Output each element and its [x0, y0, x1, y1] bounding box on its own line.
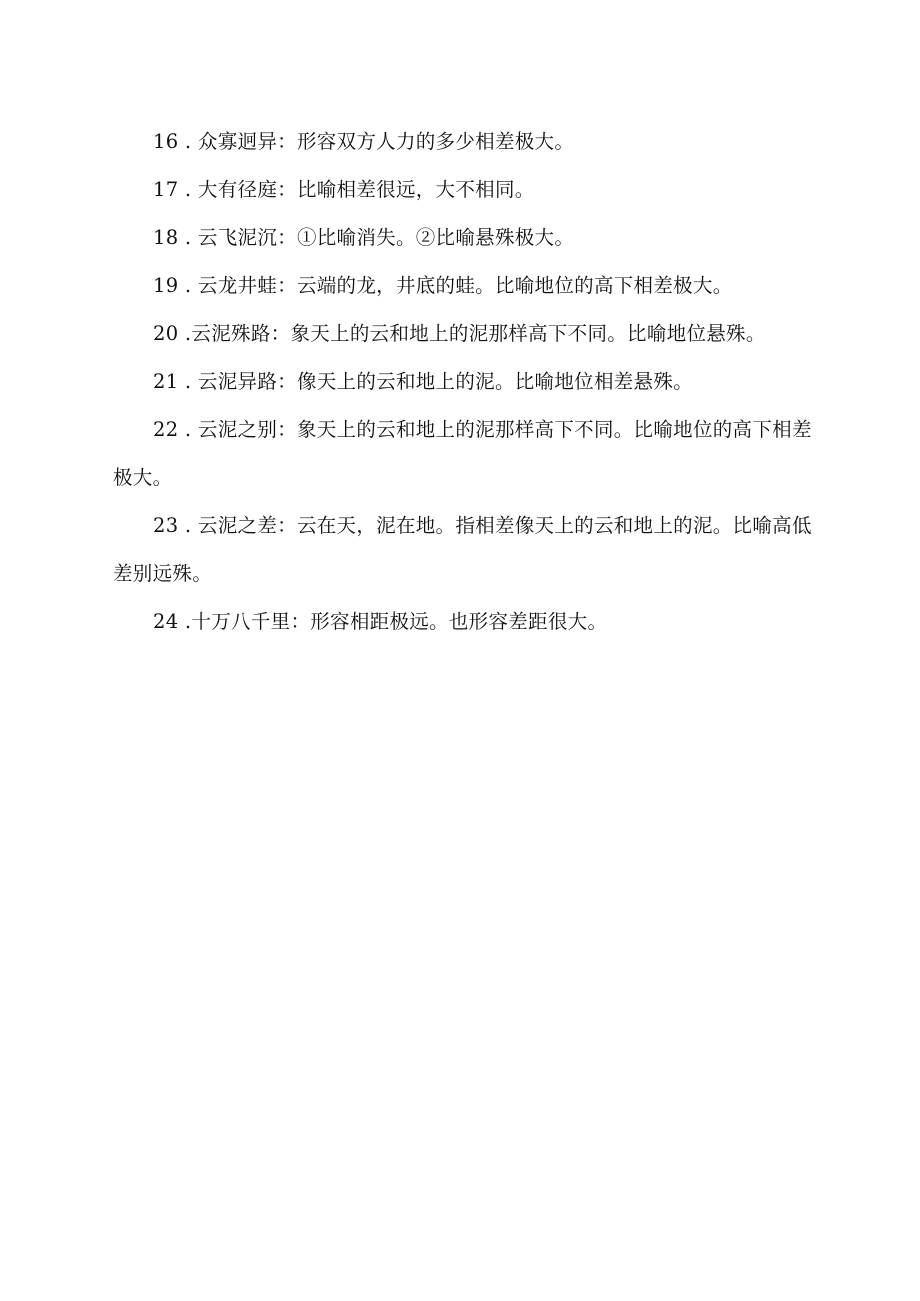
entry-colon: ：	[277, 226, 297, 249]
entry-separator: .	[178, 514, 198, 537]
entry-number: 20	[153, 322, 179, 345]
idiom-term: 大有径庭	[197, 178, 278, 201]
entry-colon: ：	[277, 370, 297, 393]
entry-number: 19	[153, 274, 179, 297]
entry-separator: .	[178, 370, 198, 393]
idiom-definition: 比喻相差很远，大不相同。	[296, 178, 535, 201]
idiom-definition: 形容双方人力的多少相差极大。	[296, 130, 575, 153]
idiom-list	[113, 118, 820, 646]
idiom-entry-20	[113, 310, 820, 358]
entry-separator: .	[178, 418, 198, 441]
idiom-definition: 象天上的云和地上的泥那样高下不同。比喻地位的高下相差极大。	[113, 418, 812, 489]
idiom-definition: ①比喻消失。②比喻悬殊极大。	[296, 226, 575, 249]
entry-number: 22	[153, 418, 179, 441]
idiom-term: 云飞泥沉	[197, 226, 278, 249]
idiom-entry-23	[113, 502, 820, 598]
entry-separator: .	[178, 130, 198, 153]
idiom-entry-21	[113, 358, 820, 406]
idiom-entry-24	[113, 598, 820, 646]
entry-colon: ：	[277, 274, 297, 297]
idiom-term: 云泥异路	[197, 370, 278, 393]
idiom-term: 众寡迥异	[197, 130, 278, 153]
idiom-definition: 云端的龙，井底的蛙。比喻地位的高下相差极大。	[296, 274, 733, 297]
idiom-term: 云龙井蛙	[197, 274, 278, 297]
idiom-term: 云泥之别	[197, 418, 278, 441]
entry-number: 17	[153, 178, 179, 201]
idiom-term: 云泥之差	[197, 514, 278, 537]
entry-separator: .	[178, 610, 192, 633]
idiom-entry-17	[113, 166, 820, 214]
entry-colon: ：	[277, 514, 297, 537]
idiom-term: 十万八千里	[191, 610, 291, 633]
idiom-entry-18	[113, 214, 820, 262]
entry-number: 23	[153, 514, 179, 537]
entry-separator: .	[178, 178, 198, 201]
idiom-entry-19	[113, 262, 820, 310]
entry-separator: .	[178, 322, 192, 345]
entry-colon: ：	[277, 130, 297, 153]
idiom-definition: 形容相距极远。也形容差距很大。	[310, 610, 608, 633]
entry-separator: .	[178, 226, 198, 249]
entry-colon: ：	[270, 322, 291, 345]
entry-number: 16	[153, 130, 179, 153]
idiom-entry-22	[113, 406, 820, 502]
entry-separator: .	[178, 274, 198, 297]
entry-number: 24	[153, 610, 179, 633]
entry-colon: ：	[277, 178, 297, 201]
idiom-entry-16	[113, 118, 820, 166]
idiom-definition: 云在天，泥在地。指相差像天上的云和地上的泥。比喻高低差别远殊。	[113, 514, 812, 585]
entry-number: 21	[153, 370, 179, 393]
entry-number: 18	[153, 226, 179, 249]
idiom-definition: 像天上的云和地上的泥。比喻地位相差悬殊。	[296, 370, 693, 393]
idiom-term: 云泥殊路	[191, 322, 271, 345]
entry-colon: ：	[277, 418, 297, 441]
entry-colon: ：	[290, 610, 311, 633]
idiom-definition: 象天上的云和地上的泥那样高下不同。比喻地位悬殊。	[290, 322, 766, 345]
